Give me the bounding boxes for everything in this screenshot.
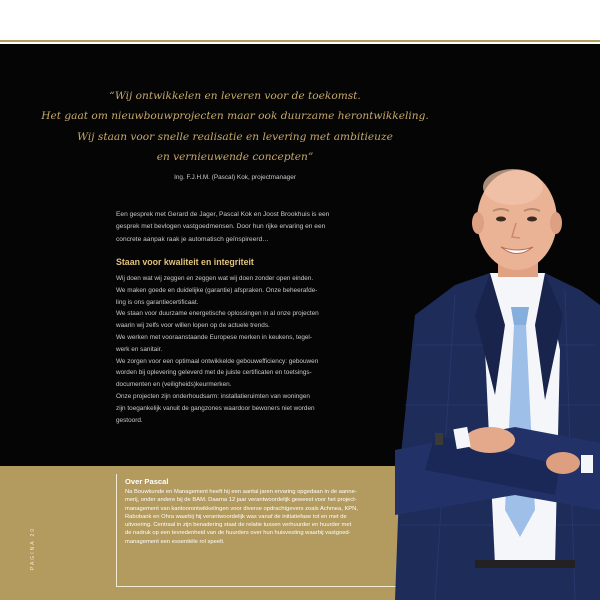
body-line: We zorgen voor een optimaal ontwikkelde gebouwefficiency: gebouwen: [116, 357, 319, 365]
portrait-photo: [395, 165, 600, 600]
body-line: We staan voor duurzame energetische oplossingen in al onze projecten: [116, 310, 319, 318]
over-line: management een essentiële rol speelt.: [125, 538, 225, 545]
section-heading: Staan voor kwaliteit en integriteit: [116, 257, 254, 267]
intro-line: Een gesprek met Gerard de Jager, Pascal Kok en Joost Brookhuis is een: [116, 211, 330, 218]
pull-quote: [40, 86, 430, 168]
quote-attribution: Ing. F.J.H.M. (Pascal) Kok, projectmanager: [174, 174, 296, 181]
body-line: gestoord.: [116, 416, 143, 424]
over-line: Rabobank en Ohra waarbij hij verantwoordelijk was vanaf de initiatiefase tot en met de: [125, 513, 347, 520]
over-line: management van kantoorontwikkelingen voor diverse opdrachtgevers zoals Achmea, KPN,: [125, 505, 358, 512]
over-line: merij, onder andere bij de BAM. Daarna 12 jaar verantwoordelijk geweest voor het project-: [125, 497, 357, 504]
top-gold-rule: [0, 40, 600, 42]
over-line: de nadruk op een tevredenheid van de huurders over hun huisvesting waarbij vastgoed-: [125, 530, 351, 537]
body-line: We werken met vooraanstaande Europese merken in keukens, tegel-: [116, 333, 312, 341]
over-line: uitvoering. Centraal in zijn benadering staat de relatie tussen verhuurder en huurder met: [125, 522, 352, 529]
intro-paragraph: [116, 209, 416, 246]
intro-line: concrete aanpak raak je automatisch geïnspireerd…: [116, 235, 269, 243]
body-line: documenten en (veiligheids)keurmerken.: [116, 381, 232, 389]
body-line: Wij doen wat wij zeggen en zeggen wat wij doen zonder open einden.: [116, 275, 314, 282]
body-line: waarin wij zelfs voor willen lopen op de actuele trends.: [116, 322, 270, 330]
body-line: worden bij oplevering geleverd met de juiste certificaten en toetsings-: [116, 369, 312, 377]
page-number-label: PAGINA 20: [30, 526, 36, 570]
quote-line: Wij staan voor snelle realisatie en levering met ambitieuze: [77, 130, 393, 143]
over-line: Na Bouwkunde en Management heeft hij een aantal jaren ervaring opgedaan in de aanne-: [125, 489, 357, 495]
over-pascal-title: Over Pascal: [125, 477, 169, 486]
quote-line: “Wij ontwikkelen en leveren voor de toekomst.: [109, 90, 361, 102]
over-pascal-text: [125, 488, 415, 546]
body-line: Onze projecten zijn onderhoudsarm: installatieruimten van woningen: [116, 392, 310, 400]
section-body: [116, 273, 416, 426]
body-line: ling is ons garantiecertificaat.: [116, 298, 199, 306]
quote-line: en vernieuwende concepten”: [156, 151, 314, 164]
quote-line: Het gaat om nieuwbouwprojecten maar ook duurzame herontwikkeling.: [41, 110, 429, 123]
intro-line: gesprek met bevlogen vastgoedmensen. Door hun rijke ervaring en een: [116, 223, 326, 231]
body-line: werk en sanitair.: [116, 345, 163, 353]
over-pascal-box: [116, 474, 413, 587]
top-margin: [0, 0, 600, 40]
body-line: We maken goede en duidelijke (garantie) afspraken. Onze beheerafde-: [116, 286, 318, 294]
body-line: zijn toegankelijk vanuit de gangzones waardoor bewoners niet worden: [116, 404, 315, 412]
